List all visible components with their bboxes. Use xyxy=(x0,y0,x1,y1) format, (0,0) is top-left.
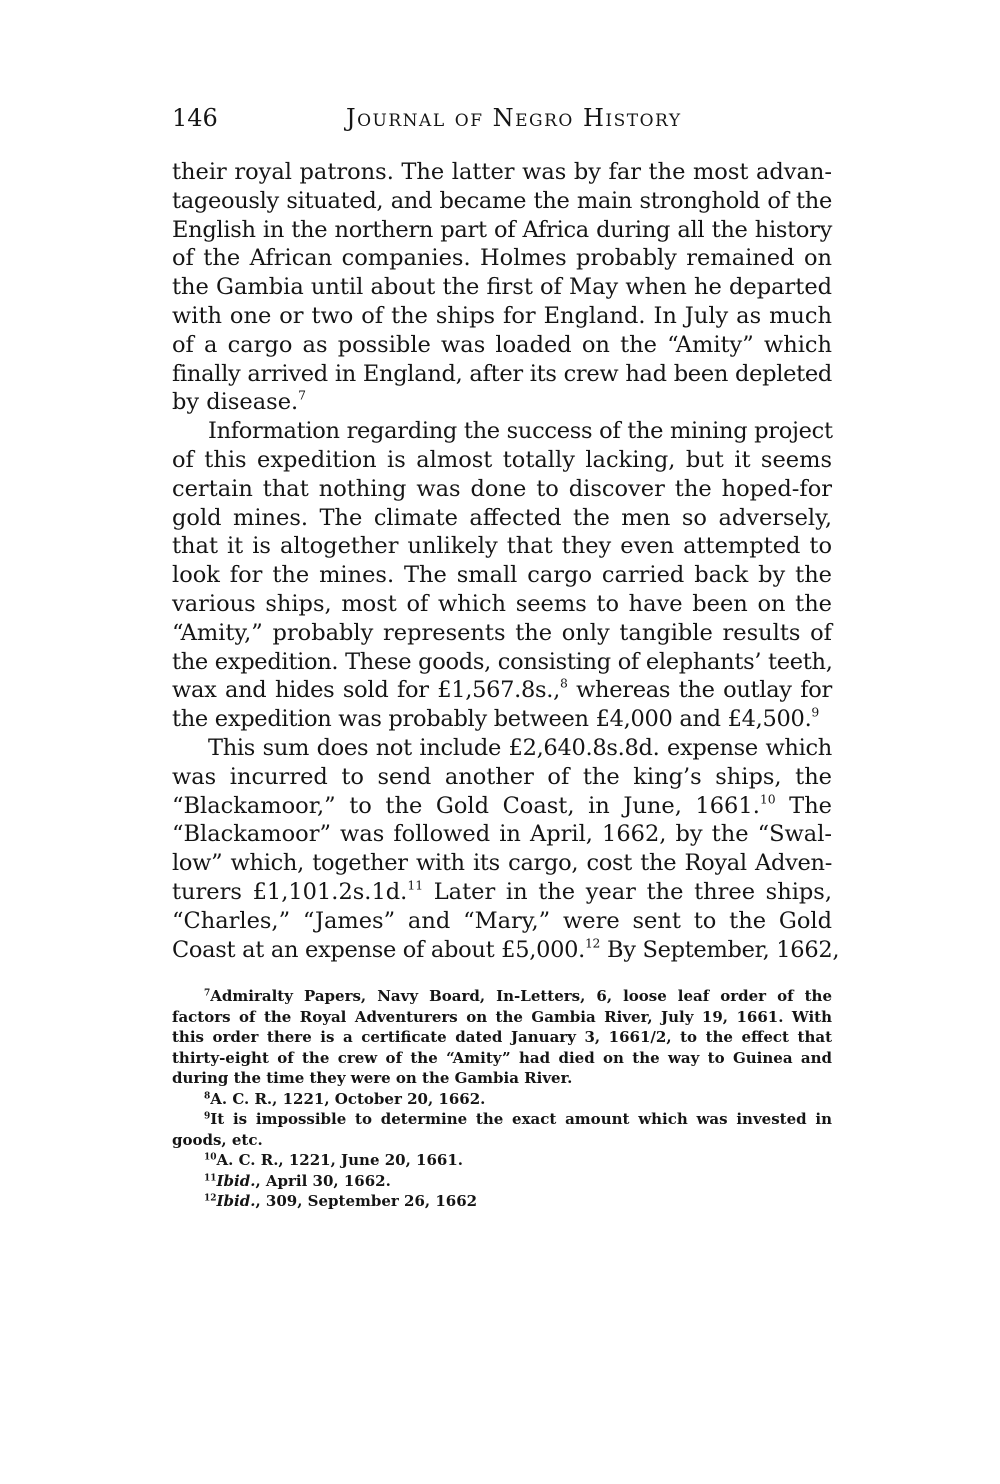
text-line xyxy=(172,936,840,965)
text-run: wax and hides sold for £1,567.8s., xyxy=(172,677,560,704)
footnote-marker-10: 10 xyxy=(204,1152,217,1163)
text-line: finally arrived in England, after its crew had been depleted xyxy=(172,360,832,387)
text-line xyxy=(172,878,832,907)
text-line: “Charles,” “James” and “Mary,” were sent to the Gold xyxy=(172,907,832,934)
text-run: A. C. R., 1221, October 20, 1662. xyxy=(210,1089,486,1108)
text-line: various ships, most of which seems to have been on the xyxy=(172,590,832,617)
footnote-marker-12: 12 xyxy=(204,1193,217,1204)
text-line xyxy=(172,676,832,705)
footnote-marker-7: 7 xyxy=(204,988,211,999)
footnote-ref-11: 11 xyxy=(407,878,424,893)
text-line: of this expedition is almost totally lacking, but it seems xyxy=(172,446,832,473)
footnote-line: goods, etc. xyxy=(172,1130,263,1149)
text-line xyxy=(172,705,832,734)
footnote-line: thirty-eight of the crew of the “Amity” had died on the way to Guinea and xyxy=(172,1048,832,1067)
text-run: whereas the outlay for xyxy=(567,677,832,704)
ibid-italic: Ibid. xyxy=(216,1192,256,1210)
footnote-line: factors of the Royal Adventurers on the Gambia River, July 19, 1661. With xyxy=(172,1007,832,1026)
text-run: Coast at an expense of about £5,000. xyxy=(172,936,585,963)
footnote-line xyxy=(172,1089,832,1110)
text-run: By September, 1662, xyxy=(600,936,840,963)
page-header xyxy=(172,104,832,144)
text-line: English in the northern part of Africa during all the history xyxy=(172,216,832,243)
text-line: low” which, together with its cargo, cost the Royal Adven- xyxy=(172,850,832,877)
text-line: tageously situated, and became the main stronghold of the xyxy=(172,187,832,214)
text-run: by disease. xyxy=(172,389,299,416)
footnote-line xyxy=(172,1171,832,1192)
text-run: Admiralty Papers, Navy Board, In-Letters, 6, loose leaf order of the xyxy=(210,987,832,1005)
text-line: “Blackamoor” was followed in April, 1662, by the “Swal- xyxy=(172,821,832,848)
text-line: with one or two of the ships for England. In July as much xyxy=(172,302,832,329)
footnote-ref-12: 12 xyxy=(584,936,601,951)
text-line: the Gambia until about the first of May when he departed xyxy=(172,274,833,301)
text-run: the expedition was probably between £4,000 and £4,500. xyxy=(172,706,812,733)
text-line: of a cargo as possible was loaded on the “Amity” which xyxy=(172,331,832,358)
text-run: The xyxy=(775,792,832,819)
text-line: gold mines. The climate affected the men so adversely, xyxy=(172,504,832,531)
text-line: look for the mines. The small cargo carried back by the xyxy=(172,562,832,589)
text-line: the expedition. These goods, consisting of elephants’ teeth, xyxy=(172,648,833,675)
footnote-marker-9: 9 xyxy=(204,1111,211,1122)
footnotes xyxy=(172,986,832,1212)
text-run: A. C. R., 1221, June 20, 1661. xyxy=(216,1151,464,1169)
footnote-line xyxy=(172,1150,832,1171)
text-run: It is impossible to determine the exact amount which was invested in xyxy=(210,1110,832,1128)
text-line: “Amity,” probably represents the only tangible results of xyxy=(172,619,832,646)
text-line xyxy=(172,792,832,821)
footnote-marker-11: 11 xyxy=(204,1173,217,1184)
footnote-ref-9: 9 xyxy=(811,705,819,720)
footnote-ref-10: 10 xyxy=(759,792,776,807)
text-run: , April 30, 1662. xyxy=(255,1171,391,1190)
footnote-line xyxy=(172,986,832,1007)
text-run: , 309, September 26, 1662 xyxy=(255,1192,478,1210)
text-line xyxy=(172,388,832,417)
footnote-line xyxy=(172,1191,832,1212)
text-line: Information regarding the success of the mining project xyxy=(208,418,833,445)
text-line: that it is altogether unlikely that they even attempted to xyxy=(172,533,832,560)
body-text xyxy=(172,158,840,964)
running-title: Journal of Negro History xyxy=(346,104,682,132)
text-run: Later in the year the three ships, xyxy=(423,878,833,905)
text-line: was incurred to send another of the king’s ships, the xyxy=(172,763,832,790)
ibid-italic: Ibid. xyxy=(216,1171,256,1190)
text-run: turers £1,101.2s.1d. xyxy=(172,878,408,905)
footnote-ref-8: 8 xyxy=(559,677,568,692)
page-number: 146 xyxy=(172,104,218,132)
text-line: their royal patrons. The latter was by far the most advan- xyxy=(172,159,832,185)
text-run: “Blackamoor,” to the Gold Coast, in June, 1661. xyxy=(172,792,760,819)
footnote-ref-7: 7 xyxy=(298,389,307,404)
footnote-marker-8: 8 xyxy=(204,1091,211,1102)
text-line: of the African companies. Holmes probably remained on xyxy=(172,245,832,272)
footnote-line: this order there is a certificate dated January 3, 1661/2, to the effect that xyxy=(172,1028,832,1046)
footnote-line xyxy=(172,1109,832,1130)
text-line: This sum does not include £2,640.8s.8d. expense which xyxy=(208,734,832,761)
text-line: certain that nothing was done to discover the hoped-for xyxy=(172,475,832,502)
footnote-line: during the time they were on the Gambia River. xyxy=(172,1069,573,1087)
